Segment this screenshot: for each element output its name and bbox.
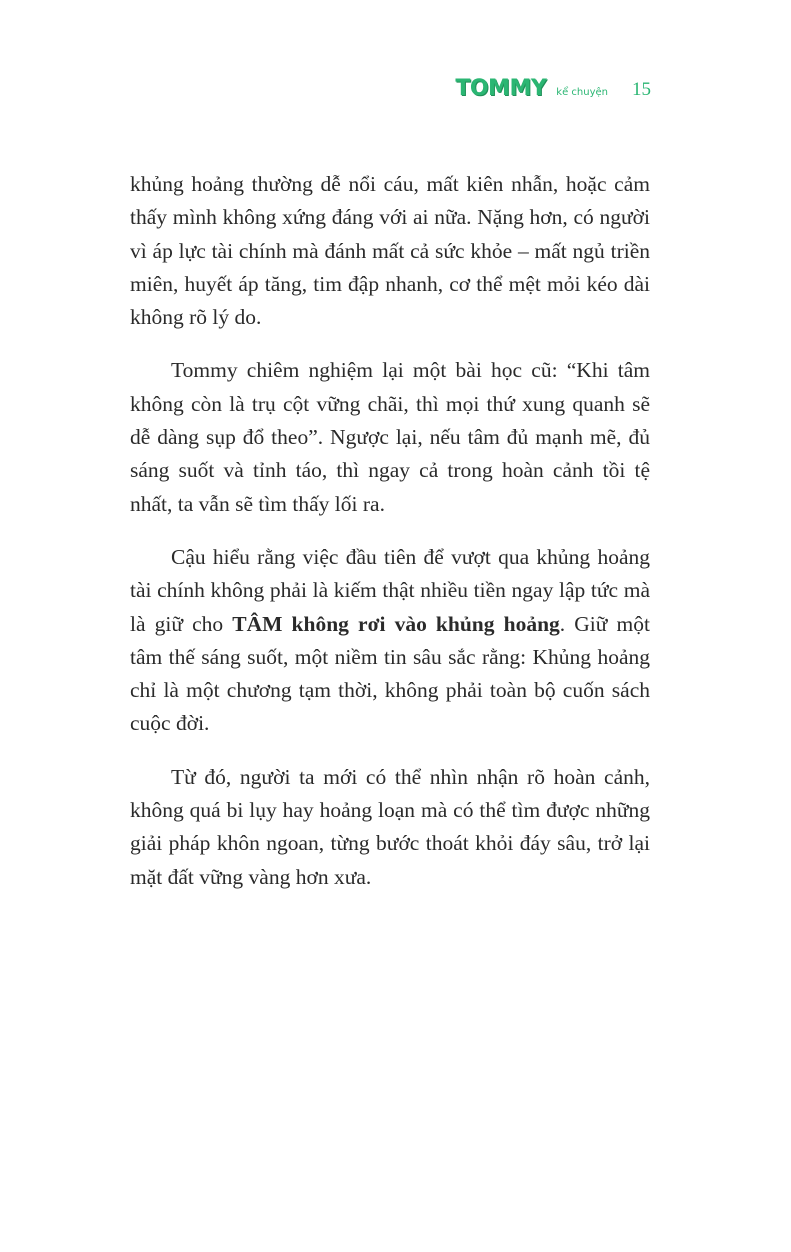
body-text	[130, 168, 650, 914]
brand-subtitle: kể chuyện	[556, 87, 608, 98]
brand-logo: TOMMY	[455, 76, 547, 101]
page-number: 15	[632, 79, 651, 100]
paragraph-4: Từ đó, người ta mới có thể nhìn nhận rõ hoàn cảnh, không quá bi lụy hay hoảng loạn mà có thể tìm được những giải pháp khôn ngoan, từng bước thoát khỏi đáy sâu, trở lại mặt đất vững vàng hơn xưa.	[130, 764, 650, 889]
paragraph-3-bold: TÂM không rơi vào khủng hoảng	[232, 611, 560, 636]
paragraph-2: Tommy chiêm nghiệm lại một bài học cũ: “Khi tâm không còn là trụ cột vững chãi, thì mọi thứ xung quanh sẽ dễ dàng sụp đổ theo”. Ngược lại, nếu tâm đủ mạnh mẽ, đủ sáng suốt và tỉnh táo, thì ngay cả trong hoàn cảnh tồi tệ nhất, ta vẫn sẽ tìm thấy lối ra.	[130, 358, 650, 516]
running-header	[455, 78, 651, 100]
paragraph-3-after: . Giữ một tâm thế sáng suốt, một niềm tin sâu sắc rằng: Khủng hoảng chỉ là một chương tạm thời, không phải toàn bộ cuốn sách cuộc đời.	[130, 611, 650, 736]
paragraph-3	[130, 541, 650, 741]
paragraph-3-before: Cậu hiểu rằng việc đầu tiên để vượt qua khủng hoảng tài chính không phải là kiếm thật nhiều tiền ngay lập tức mà là giữ cho	[130, 544, 650, 636]
paragraph-1: khủng hoảng thường dễ nổi cáu, mất kiên nhẫn, hoặc cảm thấy mình không xứng đáng với ai nữa. Nặng hơn, có người vì áp lực tài chính mà đánh mất cả sức khỏe – mất ngủ triền miên, huyết áp tăng, tim đập nhanh, cơ thể mệt mỏi kéo dài không rõ lý do.	[130, 172, 650, 330]
